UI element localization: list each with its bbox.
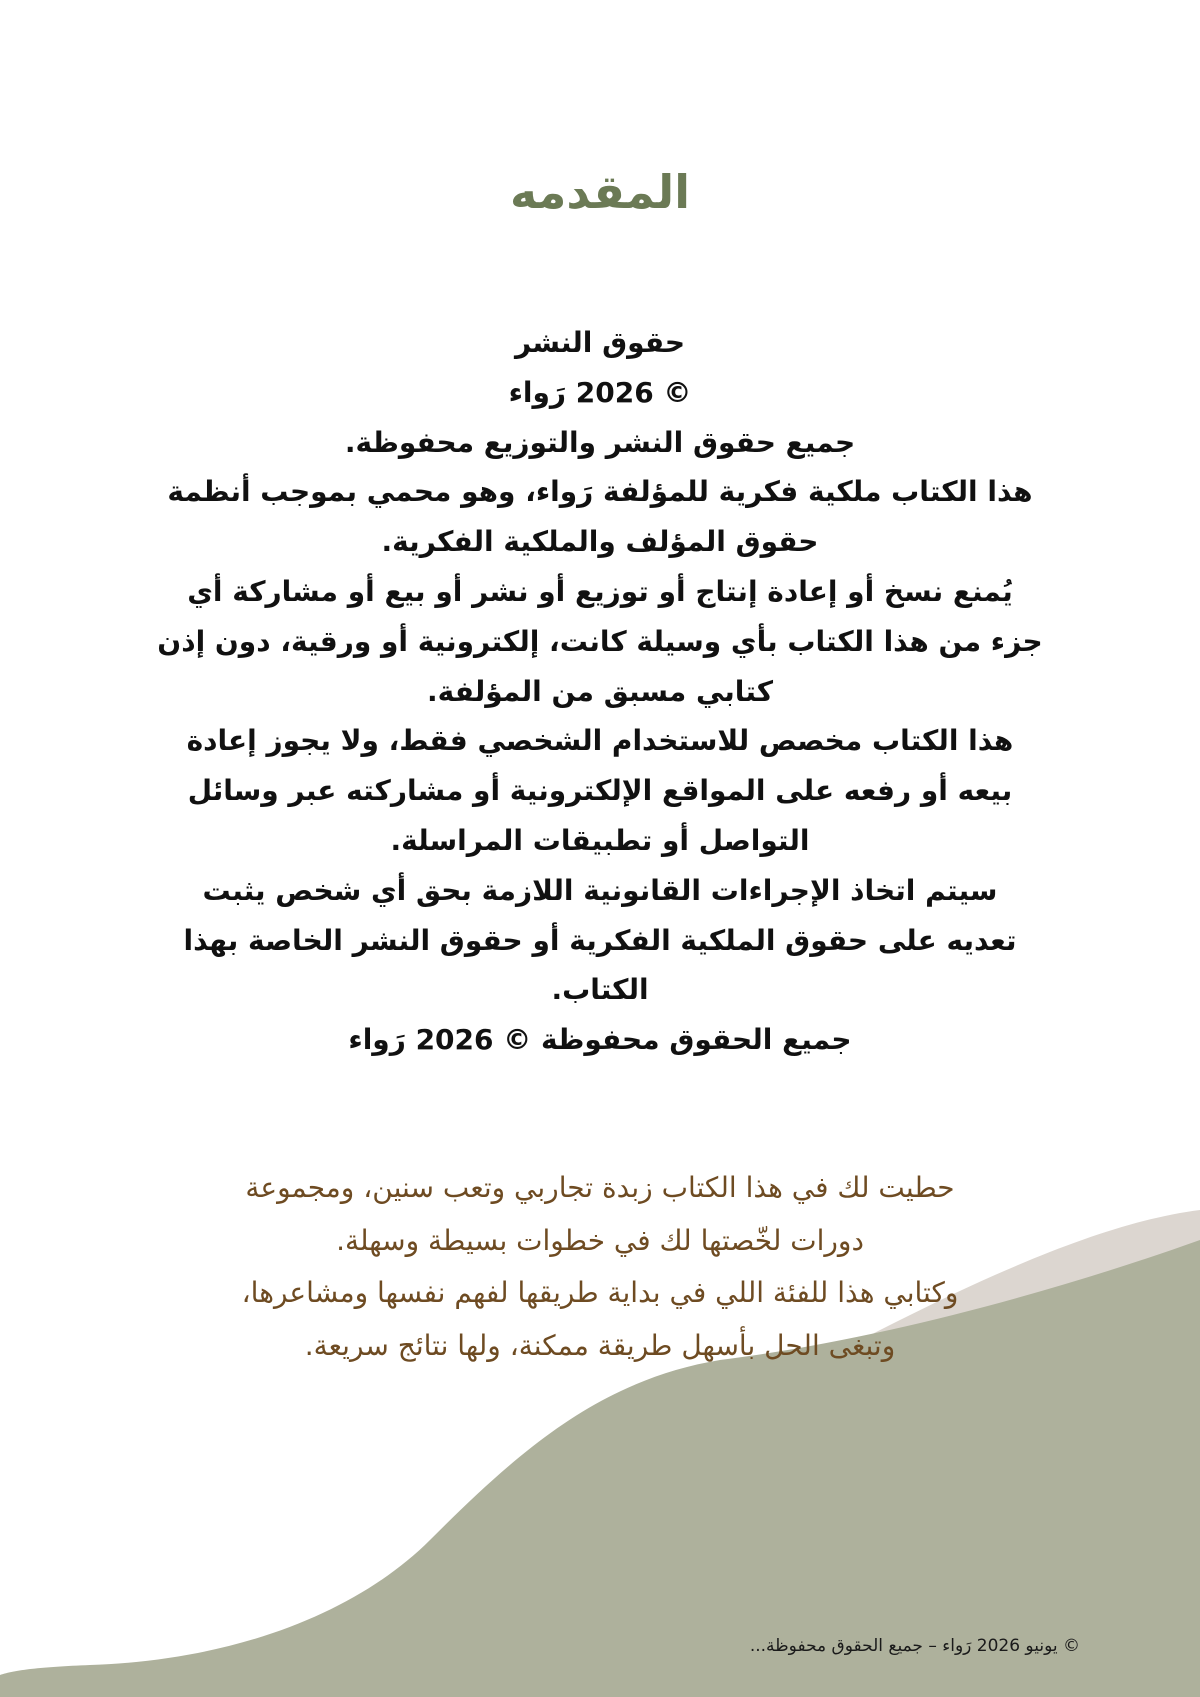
copyright-section [120, 318, 1080, 1065]
copyright-line: بيعه أو رفعه على المواقع الإلكترونية أو مشاركته عبر وسائل [187, 774, 1013, 808]
copyright-line: هذا الكتاب ملكية فكرية للمؤلفة رَواء، وهو محمي بموجب أنظمة [167, 475, 1033, 509]
copyright-line: كتابي مسبق من المؤلفة. [426, 674, 774, 708]
copyright-line: هذا الكتاب مخصص للاستخدام الشخصي فقط، ولا يجوز إعادة [186, 724, 1014, 758]
copyright-line: جزء من هذا الكتاب بأي وسيلة كانت، إلكترونية أو ورقية، دون إذن [157, 624, 1043, 658]
copyright-line: تعديه على حقوق الملكية الفكرية أو حقوق النشر الخاصة بهذا [183, 923, 1017, 957]
intro-line: دورات لخّصتها لك في خطوات بسيطة وسهلة. [336, 1223, 864, 1257]
copyright-line: جميع حقوق النشر والتوزيع محفوظة. [344, 425, 856, 459]
page-footer: © يونيو 2026 رَواء – جميع الحقوق محفوظة... [749, 1636, 1080, 1656]
copyright-line: حقوق المؤلف والملكية الفكرية. [381, 525, 819, 559]
copyright-line: © 2026 رَواء [508, 375, 692, 409]
intro-line: وكتابي هذا للفئة اللي في بداية طريقها لفهم نفسها ومشاعرها، [241, 1276, 959, 1309]
copyright-line: الكتاب. [551, 973, 649, 1007]
copyright-heading: حقوق النشر [514, 326, 686, 359]
page-title: المقدمه [510, 165, 690, 219]
copyright-line: يُمنع نسخ أو إعادة إنتاج أو توزيع أو نشر أو بيع أو مشاركة أي [187, 574, 1013, 608]
copyright-line: التواصل أو تطبيقات المراسلة. [390, 823, 810, 857]
copyright-closing-line: جميع الحقوق محفوظة © 2026 رَواء [348, 1023, 852, 1057]
copyright-line: سيتم اتخاذ الإجراءات القانونية اللازمة بحق أي شخص يثبت [202, 873, 998, 907]
intro-line: وتبغى الحل بأسهل طريقة ممكنة، ولها نتائج سريعة. [304, 1328, 896, 1362]
intro-section [120, 1162, 1080, 1372]
intro-line: حطيت لك في هذا الكتاب زبدة تجاربي وتعب سنين، ومجموعة [245, 1171, 955, 1204]
